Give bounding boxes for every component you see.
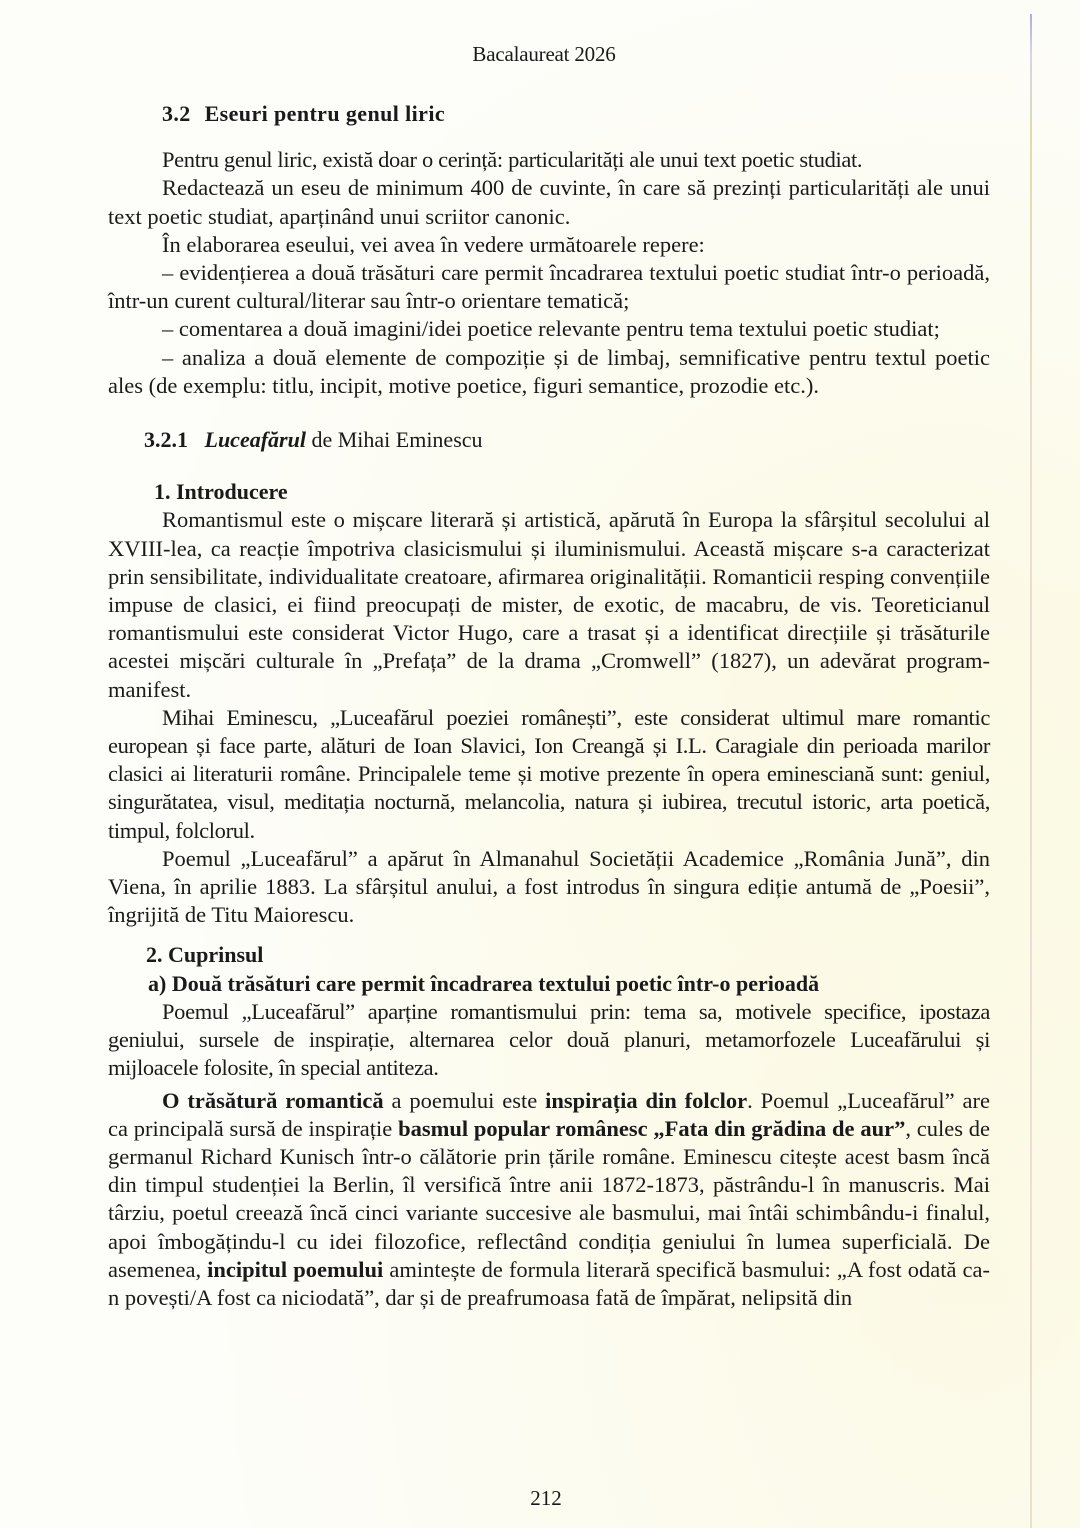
requirement-item: – comentarea a două imagini/idei poetice relevante pentru tema textului poetic studiat; (162, 316, 940, 342)
paragraph: În elaborarea eseului, vei avea în vedere următoarele repere: (162, 231, 705, 257)
section-title: Eseuri pentru genul liric (204, 101, 445, 126)
body-heading: 2. Cuprinsul (146, 942, 264, 968)
page-edge (1030, 14, 1032, 1528)
intro-heading: 1. Introducere (154, 479, 288, 505)
section-number: 3.2 (162, 101, 191, 126)
bold-phrase: O trăsătură romantică (162, 1087, 384, 1113)
subsection-title-italic: Luceafărul (204, 427, 306, 453)
bold-phrase: incipitul poemului (207, 1256, 384, 1282)
bold-phrase: basmul popular românesc „Fata din grădina de aur” (398, 1115, 906, 1141)
paragraph: Poemul „Luceafărul” aparține romantismului prin: tema sa, motivele specifice, ipostaza geniului, sursele de inspirație, alternarea celor două planuri, metamorfozele Luceafărului și mijloacele folosite, în special antiteza. (108, 998, 990, 1081)
text-run: amintește de formula literară specifică basmului: „A fost odată ca-n povești/A fost ca niciodată”, dar și de preafrumoasa fată de împărat, nelipsită din (108, 1256, 990, 1310)
paragraph: Pentru genul liric, există doar o cerință: particularități ale unui text poetic studiat. (162, 147, 863, 173)
text-run: , cules de germanul Richard Kunisch într-o călătorie prin țările române. Eminescu citește acest basm încă din timpul studenției la Berlin, îl versifică între anii 1872-1873, păstrându-l în manuscris. Mai târziu, poetul creează încă cinci variante succesive ale basmului, mai întâi schimbându-i finalul, apoi îmbogățindu-l cu idei filozofice, reflectând condiția geniului în lumea superficială. De asemenea, (108, 1115, 991, 1282)
paragraph: Redactează un eseu de minimum 400 de cuvinte, în care să prezinți particularități ale unui text poetic studiat, aparținând unui scriitor canonic. (108, 175, 990, 229)
bold-phrase: inspirația din folclor (545, 1087, 748, 1113)
section-heading (108, 100, 990, 128)
running-head: Bacalaureat 2026 (472, 42, 616, 66)
paragraph: Romantismul este o mișcare literară și artistică, apărută în Europa la sfârșitul secolului al XVIII-lea, ca reacție împotriva clasicismului și iluminismului. Această mișcare s-a caracterizat prin sensibilitate, individualitate creatoare, afirmarea originalității. Romanticii resping convențiile impuse de clasici, ei fiind preocupați de mister, de exotic, de macabru, de vis. Teoreticianul romantismului este considerat Victor Hugo, care a trasat și a identificat direcțiile și trăsăturile acestei mișcări culturale în „Prefața” de la drama „Cromwell” (1827), un adevărat program-manifest. (108, 507, 990, 702)
paragraph (108, 1087, 990, 1313)
text-run: a poemului este (383, 1087, 546, 1113)
page-content (108, 100, 990, 1312)
subsection-title-rest: de Mihai Eminescu (311, 427, 483, 453)
text-run: . Poemul „Luceafărul” are ca principală sursă de inspirație (108, 1087, 991, 1141)
paragraph: Poemul „Luceafărul” a apărut în Almanahul Societății Academice „România Jună”, din Viena, în aprilie 1883. La sfârșitul anului, a fost introdus în singura ediție antumă de „Poesii”, îngrijită de Titu Maiorescu. (108, 845, 990, 928)
requirement-item: – evidențierea a două trăsături care permit încadrarea textului poetic studiat într-o perioadă, într-un curent cultural/literar sau într-o orientare tematică; (108, 260, 990, 314)
body-subheading: a) Două trăsături care permit încadrarea textului poetic într-o perioadă (148, 970, 820, 996)
paragraph: Mihai Eminescu, „Luceafărul poeziei românești”, este considerat ultimul mare romantic european și face parte, alături de Ioan Slavici, Ion Creangă și I.L. Caragiale din perioada marilor clasici ai literaturii române. Principalele teme și motive prezente în opera eminesciană sunt: geniul, singurătatea, visul, meditația nocturnă, melancolia, natura și iubirea, trecutul istoric, arta poetică, timpul, folclorul. (108, 704, 990, 843)
subsection-number: 3.2.1 (144, 427, 188, 453)
page-number: 212 (530, 1486, 562, 1510)
subsection-heading (108, 426, 990, 454)
requirement-item: – analiza a două elemente de compoziție și de limbaj, semnificative pentru textul poetic ales (de exemplu: titlu, incipit, motive poetice, figuri semantice, prozodie etc.). (108, 344, 990, 398)
